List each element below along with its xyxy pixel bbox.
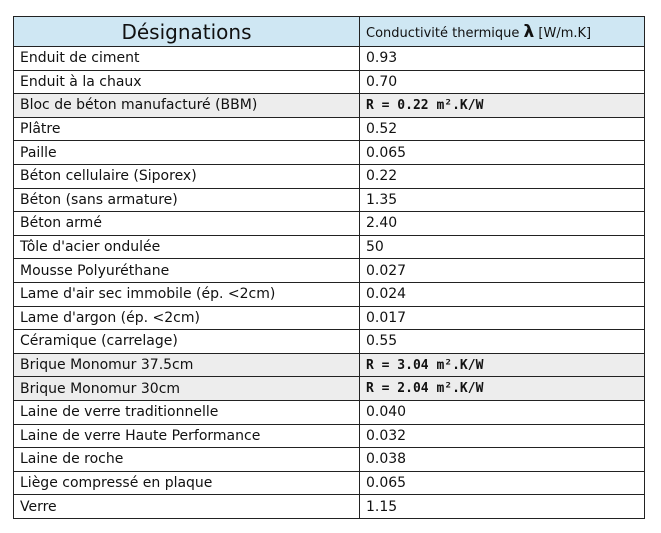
conductivity-value-cell: 1.15 [360,495,645,519]
table-row [14,282,645,306]
conductivity-table [13,16,645,519]
table-row [14,259,645,283]
material-name-cell: Lame d'air sec immobile (ép. <2cm) [14,282,360,306]
header-row [14,17,645,47]
table-row [14,212,645,236]
table-row [14,141,645,165]
conductivity-value-cell: 50 [360,235,645,259]
material-name-cell: Liège compressé en plaque [14,471,360,495]
material-name-cell: Laine de verre traditionnelle [14,400,360,424]
table-row [14,471,645,495]
conductivity-value-cell: 0.065 [360,471,645,495]
material-name-cell: Céramique (carrelage) [14,330,360,354]
material-name-cell: Béton armé [14,212,360,236]
conductivity-value-cell: 0.032 [360,424,645,448]
conductivity-value-cell: 0.065 [360,141,645,165]
table-row [14,495,645,519]
conductivity-value-cell: 0.22 [360,164,645,188]
material-name-cell: Enduit à la chaux [14,70,360,94]
material-name-cell: Laine de verre Haute Performance [14,424,360,448]
table-row [14,164,645,188]
material-name-cell: Lame d'argon (ép. <2cm) [14,306,360,330]
conductivity-value-cell: 0.040 [360,400,645,424]
conductivity-value-cell: 0.038 [360,448,645,472]
conductivity-value-cell: 0.024 [360,282,645,306]
conductivity-value-cell: 2.40 [360,212,645,236]
table-row [14,377,645,401]
material-name-cell: Plâtre [14,117,360,141]
table-row [14,235,645,259]
conductivity-value-cell: 0.93 [360,47,645,71]
unit-label: [W/m.K] [534,25,592,41]
conductivity-value-cell: 0.027 [360,259,645,283]
conductivity-value-cell: 0.55 [360,330,645,354]
conductivity-value-cell: 0.017 [360,306,645,330]
conductivity-value-cell: R = 3.04 m².K/W [360,353,645,377]
lambda-symbol: λ [523,21,535,42]
table-row [14,117,645,141]
table-row [14,353,645,377]
conductivity-header-label: Conductivité thermique [366,25,524,41]
designation-header: Désignations [14,17,360,47]
material-name-cell: Enduit de ciment [14,47,360,71]
material-name-cell: Béton cellulaire (Siporex) [14,164,360,188]
table-row [14,306,645,330]
table-row [14,188,645,212]
material-name-cell: Brique Monomur 37.5cm [14,353,360,377]
conductivity-value-cell: R = 0.22 m².K/W [360,94,645,118]
material-name-cell: Tôle d'acier ondulée [14,235,360,259]
table-row [14,448,645,472]
material-name-cell: Béton (sans armature) [14,188,360,212]
table-row [14,400,645,424]
material-name-cell: Mousse Polyuréthane [14,259,360,283]
conductivity-value-cell: 0.52 [360,117,645,141]
conductivity-header [360,17,645,47]
conductivity-value-cell: R = 2.04 m².K/W [360,377,645,401]
material-name-cell: Bloc de béton manufacturé (BBM) [14,94,360,118]
table-body [14,47,645,519]
material-name-cell: Brique Monomur 30cm [14,377,360,401]
table-row [14,70,645,94]
conductivity-value-cell: 1.35 [360,188,645,212]
material-name-cell: Laine de roche [14,448,360,472]
material-name-cell: Paille [14,141,360,165]
table-row [14,94,645,118]
material-name-cell: Verre [14,495,360,519]
table-row [14,424,645,448]
conductivity-value-cell: 0.70 [360,70,645,94]
table-row [14,47,645,71]
table-row [14,330,645,354]
